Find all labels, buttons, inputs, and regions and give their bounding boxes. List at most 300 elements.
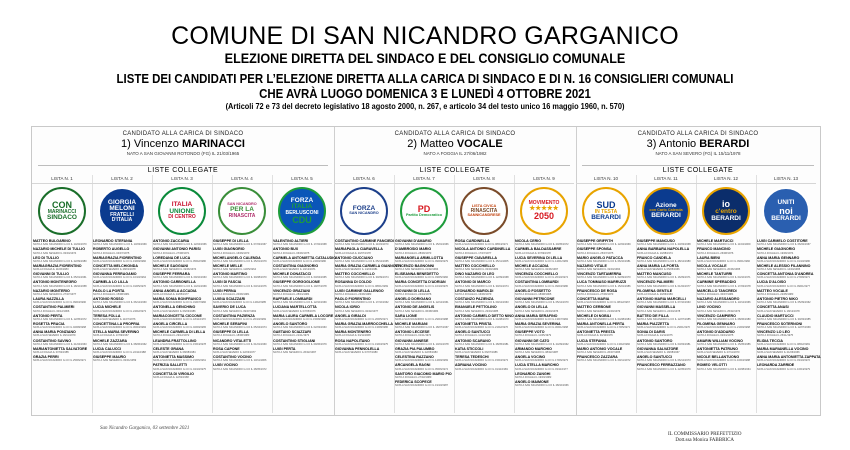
list-item	[637, 297, 695, 305]
candidate-birth: NATO A SAN SEVERO IL 09/07/1962	[213, 309, 257, 313]
list-item	[213, 247, 271, 255]
candidate-birth: NATO A SAN SEVERO IL 25/02/1973	[697, 309, 741, 313]
candidate-name: FRANCO MANCINO	[697, 247, 731, 252]
candidate-name: ROSETTA PRACIA	[33, 321, 65, 326]
list-item	[757, 363, 815, 371]
list-item	[33, 355, 91, 363]
candidate-name: MICHELE MARIANI	[395, 321, 428, 326]
list-item	[213, 322, 271, 330]
party-list	[334, 175, 401, 413]
list-item	[697, 363, 755, 371]
candidate-name: COSTANTINA PAZIENZA	[213, 313, 255, 318]
candidate-birth: NATO A SAN SEVERO IL 19/04/1964	[577, 268, 621, 272]
candidate-name: ANTONIO BUX	[273, 247, 299, 252]
emblem-text: Partito Democratico	[405, 212, 443, 217]
candidate-birth: NATA A SAN NICANDRO G.CO IL 29/01/1970	[637, 326, 690, 330]
candidate-name: SARA LIONE	[395, 313, 418, 318]
candidate-birth: NATO A SAN SEVERO IL 20/06/1965	[697, 268, 741, 272]
candidate-name: GIOVANNA PENNOLELLA	[335, 346, 380, 351]
list-item	[515, 372, 573, 380]
candidate-name: FILOMENA GENNARO	[697, 321, 735, 326]
candidate-birth: NATA A FOGGIA IL 14/11/1975	[637, 334, 673, 338]
candidate-birth: NATA A SAN NICANDRO G.CO IL 08/02/1981	[757, 342, 810, 346]
list-item	[395, 272, 453, 280]
candidate-group	[32, 127, 335, 415]
party-list	[514, 175, 574, 413]
candidate-name: ANGELO MAIMONE	[515, 380, 549, 385]
candidate-birth: NATO A SAN SEVERO IL 23/04/1985	[455, 309, 499, 313]
candidate-name: MATTEO BULGARINO	[33, 239, 71, 243]
candidate-name: LUCIA D'ALOISO	[757, 280, 787, 285]
candidate-name: NAZARIO ALESSANDRO	[697, 297, 740, 302]
candidate-name: ROSANNA DI COLDO	[335, 280, 372, 285]
candidate-birth: NATO A SAN SEVERO IL 22/04/1976	[515, 309, 559, 313]
list-item	[757, 280, 815, 288]
candidate-birth: NATA A SAN SEVERO IL 10/12/1971	[273, 268, 316, 272]
list-item	[455, 239, 513, 247]
candidate-birth: NATO A SAN SEVERO IL 19/06/1974	[153, 268, 197, 272]
list-item	[153, 256, 211, 264]
candidate-birth: NATO A SAN NICANDRO G.CO IL 09/10/1963	[153, 276, 207, 280]
list-item	[637, 256, 695, 264]
candidate-birth: NATA A SAN NICANDRO G.CO IL 15/03/1973	[455, 359, 508, 363]
candidate-name: ANTONIETTA PRESTA	[577, 330, 615, 335]
list-item	[153, 314, 211, 322]
party-emblem-icon	[762, 187, 810, 235]
candidate-birth: NATO A SAN NICANDRO G.CO IL 21/04/1963	[33, 342, 87, 346]
list-item	[273, 280, 331, 288]
list-item	[153, 305, 211, 313]
candidate-name: MARIA GRAZIA MARROCCHELLA	[335, 321, 394, 326]
candidate-name: LUIGI PERTA	[273, 346, 296, 351]
list-item	[213, 280, 271, 288]
list-item	[577, 239, 635, 247]
candidate-birth: NATA A FOGGIA IL 07/02/1985	[33, 351, 69, 355]
party-emblem-icon	[460, 187, 508, 235]
candidate-birth: NATA A SAN NICANDRO G.CO IL 26/10/1974	[515, 276, 568, 280]
candidate-birth: NATO A SAN SEVERO IL 26/07/1965	[577, 351, 621, 355]
list-item	[33, 272, 91, 280]
candidate-list	[455, 239, 513, 411]
candidate-name: EMANUELE PETTOLINO	[455, 305, 497, 310]
list-item	[213, 305, 271, 313]
mayor-birth: NATO A SAN SEVERO (FG) IL 15/11/1978	[655, 151, 741, 156]
candidate-birth: NATO A SAN NICANDRO G.CO IL 28/05/1981	[455, 342, 509, 346]
candidate-birth: NATO A FOGGIA IL 04/07/1975	[93, 251, 130, 255]
list-item	[637, 314, 695, 322]
list-item	[335, 263, 401, 272]
mayor-candidate	[584, 131, 812, 163]
emblem-text: BERARDI	[771, 214, 801, 222]
candidate-birth: NATO A SAN SEVERO IL 02/02/1977	[335, 309, 379, 313]
candidate-birth: NATO A SAN NICANDRO G.CO IL 08/06/1962	[93, 342, 147, 346]
list-number: LISTA N. 10	[576, 175, 636, 184]
list-number: LISTA N. 13	[756, 175, 816, 184]
candidate-birth: NATA A SAN NICANDRO G.CO IL 29/03/1988	[395, 317, 448, 321]
candidate-birth: NATA A SAN NICANDRO G.CO IL 09/01/1982	[697, 259, 750, 263]
mayor-last-name: MARINACCI	[182, 138, 245, 150]
candidate-name: MICHELE MELLE	[213, 263, 243, 268]
party-list	[454, 175, 515, 413]
candidate-name: KATIA STICCOLI	[455, 346, 484, 351]
list-item	[93, 347, 151, 355]
candidate-name: ANTONIO CIUCCIANO	[335, 255, 373, 260]
list-item	[515, 355, 573, 363]
candidate-name: ANNA MARIA GENNARO	[757, 255, 800, 260]
list-number: LISTA N. 12	[696, 175, 756, 184]
candidate-birth: NATO A SAN NICANDRO G.CO IL 18/10/1958	[33, 284, 87, 288]
list-item	[153, 347, 211, 355]
candidate-group	[576, 127, 820, 415]
party-list	[696, 175, 757, 413]
list-number: LISTA N. 7	[394, 175, 454, 184]
party-list	[756, 175, 821, 413]
candidate-birth: NATA A SAN SEVERO IL 11/07/1976	[93, 317, 136, 321]
candidate-name: ANGELO DORIGANO	[395, 297, 432, 302]
candidate-birth: NATO A SAN NICANDRO G.CO IL 25/01/1979	[213, 259, 267, 263]
list-item	[515, 280, 573, 288]
list-item	[33, 330, 91, 338]
list-item	[757, 339, 815, 347]
candidate-name: MICHELE SAGGIANI	[153, 263, 188, 268]
candidate-birth: NATO A FOGGIA IL 19/06/1974	[757, 251, 794, 255]
list-item	[153, 322, 211, 330]
candidate-name: CONCETTA DI VIRGILIO	[153, 371, 194, 376]
emblem-text: LISTA CIVICA	[471, 203, 497, 208]
candidate-birth: NATA A SAN SEVERO IL 07/07/1980	[335, 351, 378, 355]
candidate-name: GIUSEPPE MAURO	[93, 355, 126, 360]
list-item	[757, 272, 815, 280]
candidate-birth: NATO A SAN NICANDRO G.CO IL 17/03/1978	[697, 284, 751, 288]
candidate-birth: NATO A SAN SEVERO IL 26/02/1967	[273, 351, 317, 355]
list-item	[697, 297, 755, 305]
candidate-name: LUIGI CARMINE GALLENGO	[335, 288, 384, 293]
candidate-birth: NATA A SAN NICANDRO G.CO IL 30/03/1984	[93, 326, 146, 330]
party-list	[576, 175, 637, 413]
heading-line-1: LISTE DEI CANDIDATI PER L’ELEZIONE DIRETTA ALLA CARICA DI SINDACO E DI N. 16 CONSIGLIERI COMUNALI	[116, 71, 734, 86]
candidate-name: COSTANTINA LOMBARDI	[515, 280, 559, 285]
candidate-name: MICHELE CARMELA DI LELLA	[153, 330, 206, 335]
candidate-birth: NATO A FOGGIA IL 23/06/1983	[335, 292, 372, 296]
candidate-birth: NATO A SAN NICANDRO G.CO IL 02/09/1970	[577, 276, 631, 280]
list-item	[697, 289, 755, 297]
candidate-birth: NATA A SAN NICANDRO G.CO IL 05/06/1974	[395, 367, 448, 371]
party-emblem-icon	[340, 187, 388, 235]
candidate-birth: NATO A SAN NICANDRO G.CO IL 07/03/1967	[213, 243, 267, 247]
party-emblem-icon	[642, 187, 690, 235]
candidate-list	[395, 239, 453, 411]
candidate-birth: NATO A SAN NICANDRO G.CO IL 09/12/1963	[455, 301, 509, 305]
candidate-birth: NATA A SAN SEVERO IL 14/04/1981	[335, 268, 378, 272]
candidate-birth: NATA A FOGGIA IL 04/11/1968	[335, 334, 371, 338]
emblem-text: PER LA	[230, 206, 254, 214]
list-item	[697, 339, 755, 347]
footer-signature	[668, 432, 741, 444]
candidate-name: GIUSEPPE VOTO	[515, 330, 545, 335]
list-item	[395, 314, 453, 322]
candidate-birth: NATA A SAN NICANDRO G.CO IL 04/10/1975	[153, 367, 206, 371]
list-item	[335, 256, 393, 264]
candidate-birth: NATO A SAN NICANDRO G.CO IL 13/11/1966	[213, 359, 267, 363]
candidate-birth: NATO A SAN NICANDRO G.CO IL 04/08/1970	[455, 317, 509, 321]
candidate-birth: NATA A SAN NICANDRO G.CO IL 26/05/1971	[335, 317, 388, 321]
candidate-name: LINO VOCINO	[697, 305, 721, 310]
candidate-birth: NATA A SAN SEVERO IL 06/07/1986	[455, 351, 498, 355]
emblem-text: MOVIMENTO	[528, 199, 560, 206]
candidate-list	[637, 239, 695, 411]
candidate-birth: NATO A FOGGIA IL 28/06/1973	[395, 251, 432, 255]
candidate-birth: NATA A SAN NICANDRO G.CO IL 17/05/1971	[577, 326, 630, 330]
candidate-name: MICHELE MARTUCCI	[697, 239, 734, 243]
emblem-text: RINASCITA	[228, 212, 256, 219]
emblem-text: D'ITALIA	[111, 216, 133, 223]
list-item	[577, 264, 635, 272]
mayor-number: 2)	[407, 138, 418, 150]
candidate-birth: NATO A SAN NICANDRO G.CO IL 25/11/1965	[455, 259, 509, 263]
list-item	[515, 380, 573, 388]
list-item	[273, 305, 331, 313]
candidate-name: LUCA TOMMASO MARRUZZI	[577, 280, 627, 285]
heading-line-2: CHE AVRÀ LUOGO DOMENICA 3 E LUNEDÌ 4 OTTOBRE 2021	[259, 86, 591, 101]
candidate-name: MARIO ANTONIO VOCALE	[577, 346, 623, 351]
list-item	[577, 247, 635, 255]
list-item	[33, 239, 91, 247]
candidate-birth: NATA A SAN NICANDRO G.CO IL 21/09/1968	[697, 326, 750, 330]
candidate-birth: NATA A FOGGIA IL 30/10/1976	[577, 334, 613, 338]
candidate-birth: NATO A SAN NICANDRO G.CO IL 23/08/1964	[697, 367, 751, 371]
list-item	[515, 289, 573, 297]
candidate-name: MATTEO CERBONE	[577, 305, 611, 310]
mayor-caption: CANDIDATO ALLA CARICA DI SINDACO	[394, 131, 516, 137]
list-item	[273, 239, 331, 247]
list-item	[273, 322, 331, 330]
candidate-name: ANTONIETTA PATRUNO	[697, 346, 738, 351]
candidate-name: CARMELA ANTONIETTA CATALUDIO	[273, 255, 337, 260]
candidate-name: ANNA MARIA PONZIANO	[33, 330, 76, 335]
candidate-birth: NATA A FOGGIA IL 20/07/1978	[335, 251, 371, 255]
list-item	[757, 247, 815, 255]
list-item	[93, 339, 151, 347]
candidate-name: LUCIA SEVERINA DI LELLA	[515, 255, 563, 260]
list-item	[395, 305, 453, 313]
list-item	[213, 330, 271, 338]
candidate-birth: NATA A SAN NICANDRO G.CO IL 19/09/1982	[93, 259, 146, 263]
list-item	[455, 289, 513, 297]
list-item	[577, 280, 635, 288]
party-list	[212, 175, 273, 413]
emblem-text: SAN NICANDRO	[227, 202, 257, 207]
candidate-birth: NATA A SAN NICANDRO G.CO IL 16/10/1970	[395, 284, 448, 288]
list-item	[273, 255, 337, 264]
party-emblem-icon	[218, 187, 266, 235]
candidate-name: GIOVANNI ANTONIO PARISI	[153, 247, 201, 252]
candidate-name: ANTONIO SANTORO	[637, 338, 673, 343]
candidate-name: MARCELLO TANCREDI	[697, 288, 737, 293]
candidate-name: MICHELE SERAFINI	[213, 321, 247, 326]
emblem-text: MARINACCI	[47, 208, 77, 215]
list-item	[697, 239, 755, 247]
candidate-name: GIUSEPPE CIAVARELLA	[455, 255, 497, 260]
list-item	[697, 355, 755, 363]
list-number: LISTA N. 9	[514, 175, 574, 184]
mayor-first-name: Antonio	[658, 138, 697, 150]
list-item	[93, 289, 151, 297]
liste-collegate-label: LISTE COLLEGATE	[582, 165, 814, 175]
candidate-name: COSTANTINO SAVINO	[33, 338, 72, 343]
list-item	[757, 289, 815, 297]
candidate-name: COSTANTINO STIGLIANI	[273, 338, 316, 343]
candidate-name: ANGELO FOSSETTO	[515, 288, 551, 293]
list-item	[697, 247, 755, 255]
party-list	[636, 175, 697, 413]
candidate-name: ANGELO SANTUCCI	[455, 330, 490, 335]
list-item	[515, 272, 573, 280]
candidate-birth: NATO A SAN NICANDRO G.CO IL 03/12/1976	[213, 284, 267, 288]
candidate-name: ANGELO SANTORO	[273, 321, 308, 326]
candidate-name: LUIGIA SCIAZZARI	[213, 297, 246, 302]
list-item	[213, 239, 271, 247]
candidate-birth: NATA A SAN NICANDRO G.CO IL 26/10/1969	[213, 317, 266, 321]
candidate-name: COSTANTINO VOCINO	[213, 355, 252, 360]
list-item	[93, 305, 151, 313]
candidate-name: MATTEO COCCHIELLO	[455, 263, 495, 268]
list-item	[637, 363, 695, 371]
candidate-birth: NATA A SAN NICANDRO G.CO IL 03/11/1977	[515, 367, 568, 371]
candidate-name: ANTONIETTA PRISTA	[455, 321, 492, 326]
list-item	[757, 322, 815, 330]
candidate-name: SAVERIO DE LUCA	[213, 305, 246, 310]
candidate-birth: NATO A SAN NICANDRO G.CO IL 06/10/1981	[577, 259, 631, 263]
candidate-name: LUCIA CALUCCI	[93, 346, 122, 351]
candidate-name: MARIA MARIANELLA VOCINO	[757, 346, 809, 351]
list-item	[577, 272, 635, 280]
candidate-name: MARIANTONIETTA SALVATORE	[33, 346, 88, 351]
candidate-name: ANTONIO MARIA MARCELLI	[637, 297, 686, 302]
candidate-name: ANTONIO SCARANO	[455, 338, 491, 343]
list-item	[273, 347, 331, 355]
candidate-name: ROSA CARDINELLA	[455, 239, 490, 243]
list-item	[335, 239, 393, 247]
candidate-list	[273, 239, 337, 411]
candidate-name: LUIGI PERNA	[213, 288, 237, 293]
candidate-birth: NATA A SAN SEVERO IL 18/12/1978	[757, 309, 800, 313]
list-item	[33, 297, 91, 305]
candidate-birth: NATA A SAN NICANDRO G.CO IL 21/02/1976	[455, 326, 508, 330]
list-item	[455, 322, 513, 330]
candidate-name: MARIA PIAZZETTA	[637, 321, 670, 326]
candidate-name: CARMINE SPERADDIO	[697, 280, 737, 285]
list-item	[335, 289, 393, 297]
list-item	[697, 256, 755, 264]
candidate-name: MARIA LAURA CARMELA LOCORE	[273, 313, 334, 318]
candidate-birth: NATO A SAN SEVERO IL 27/07/1977	[33, 292, 77, 296]
candidate-birth: NATO A SAN NICANDRO G.CO IL 28/12/1980	[637, 259, 691, 263]
candidate-birth: NATA A FOGGIA IL 10/08/1974	[637, 251, 673, 255]
list-item	[697, 330, 755, 338]
list-item	[33, 305, 91, 313]
candidate-birth: NATA A SAN SEVERO IL 07/05/1976	[273, 309, 316, 313]
mayor-candidate	[342, 131, 568, 163]
candidate-name: LUCIA STELLA MARCHIO	[515, 363, 559, 368]
candidate-birth: NATA A SAN NICANDRO G.CO IL 03/05/1982	[395, 276, 448, 280]
candidate-name: FRANCESCO ZAZZARA	[577, 355, 618, 360]
candidate-name: LEONARDO STEFANIA	[93, 239, 133, 243]
candidate-birth: NATO A SAN NICANDRO G.CO IL 01/02/1977	[637, 284, 691, 288]
candidate-birth: NATA A SAN NICANDRO G.CO IL 21/06/1961	[153, 359, 206, 363]
candidate-birth: NATA A FOGGIA IL 17/09/1967	[93, 334, 129, 338]
candidate-birth: NATA A SAN NICANDRO G.CO IL 08/04/1971	[455, 243, 508, 247]
list-item	[33, 256, 91, 264]
candidate-name: ANTONIO ZACCARIA	[153, 239, 190, 243]
list-item	[213, 363, 271, 371]
list-item	[33, 347, 91, 355]
candidate-name: LUCIA STEFANIA	[577, 338, 607, 343]
list-number: LISTA N. 6	[334, 175, 394, 184]
candidate-name: MARIA MONTENERO	[335, 330, 372, 335]
candidate-list	[335, 239, 401, 411]
footer-signature-title: IL COMMISSARIO PREFETTIZIO	[668, 432, 742, 437]
list-item	[395, 322, 453, 330]
candidate-birth: NATO A SAN NICANDRO G.CO IL 04/08/1984	[577, 317, 631, 321]
candidate-birth: NATO A SAN NICANDRO G.CO IL 22/09/1980	[33, 259, 87, 263]
candidate-name: ANTONIETTA MASSIMO	[153, 355, 194, 360]
emblem-text: BERARDI	[711, 214, 741, 222]
list-item	[757, 355, 821, 363]
emblem-text: UNIONE	[169, 207, 195, 215]
candidate-name: GIOVANNA SALVATORE	[637, 346, 679, 351]
candidate-birth: NATA A SAN NICANDRO G.CO IL 22/11/1988	[93, 351, 146, 355]
emblem-text: FORZA	[352, 204, 376, 212]
candidate-name: CONCETTA MELCHIONDA	[93, 263, 138, 268]
candidate-birth: NATA A SAN SEVERO IL 22/03/1977	[213, 351, 256, 355]
list-item	[515, 363, 573, 371]
list-item	[93, 264, 151, 272]
candidate-name: ANNA MARIA SERAFINO	[515, 313, 558, 318]
list-item	[697, 347, 755, 355]
list-item	[395, 264, 453, 272]
list-item	[515, 247, 573, 255]
candidate-name: LEONARDO ZANGHI	[515, 371, 551, 376]
candidate-name: GIOVANNI PETRICONE	[515, 297, 555, 302]
candidate-name: MATTEO VOCALE	[757, 288, 788, 293]
candidate-list	[213, 239, 271, 411]
candidate-name: MICHELE DI NOBILI	[577, 313, 611, 318]
candidate-birth: NATA A SAN NICANDRO G.CO IL 08/12/1967	[577, 301, 630, 305]
list-item	[515, 264, 573, 272]
candidate-birth: NATA A SAN NICANDRO G.CO IL 13/02/1982	[577, 342, 630, 346]
liste-collegate-label: LISTE COLLEGATE	[38, 165, 328, 175]
candidate-name: ANTONIO LECCESE	[395, 330, 430, 335]
list-item	[455, 272, 513, 280]
candidate-birth: NATO A SAN NICANDRO G.CO IL 17/02/1968	[273, 243, 327, 247]
candidate-name: SONIA DI DARIS	[637, 330, 666, 335]
candidate-name: AMARIN WILLIAM VOCINO	[697, 338, 743, 343]
list-item	[455, 314, 513, 322]
list-item	[273, 289, 331, 297]
candidate-name: COSTANTINO CARMINE FANCIEDI	[335, 239, 395, 243]
list-item	[213, 297, 271, 305]
list-item	[335, 330, 393, 338]
candidate-birth: NATA A SAN NICANDRO G.CO IL 24/02/1973	[93, 309, 146, 313]
list-item	[273, 297, 331, 305]
emblem-text: Azione	[655, 201, 677, 209]
list-item	[757, 297, 815, 305]
list-item	[395, 289, 453, 297]
candidate-name: MARIAGRAZIA FIORENTINO	[93, 255, 142, 260]
candidates-manifesto	[31, 126, 821, 416]
list-item	[395, 363, 453, 371]
list-number: LISTA N. 11	[636, 175, 696, 184]
